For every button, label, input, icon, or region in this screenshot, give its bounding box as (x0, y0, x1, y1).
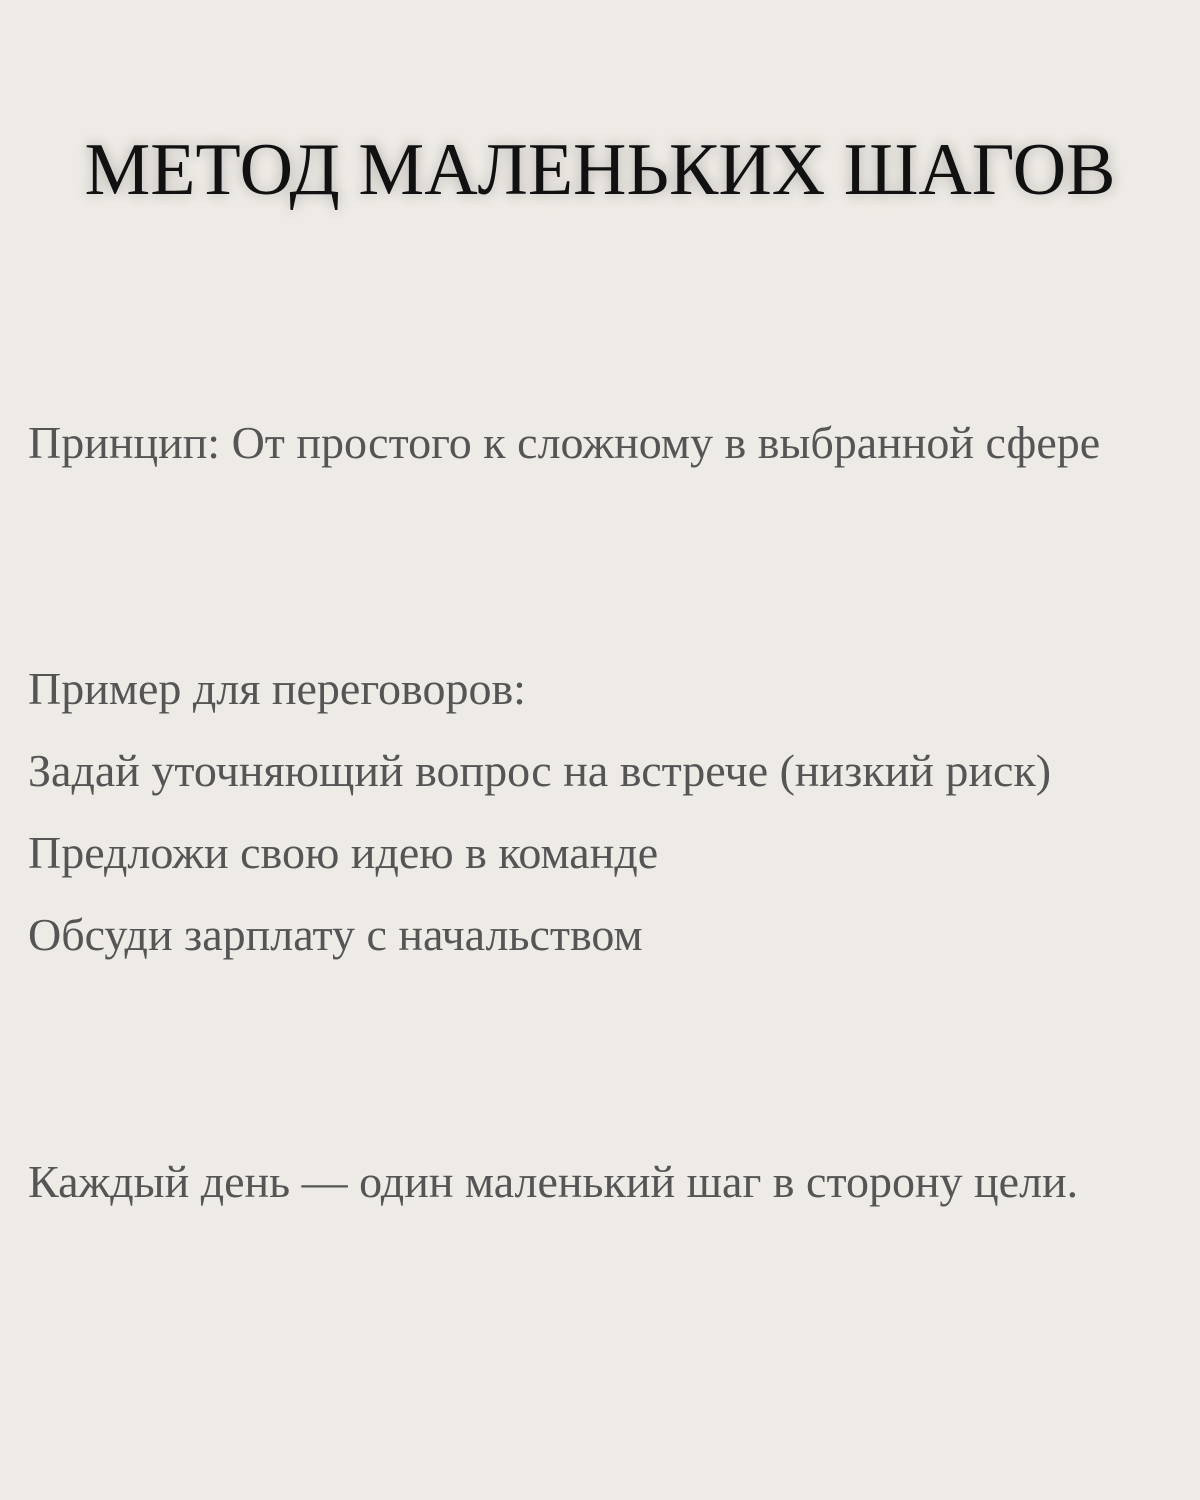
example-step-idea: Предложи свою идею в команде (28, 827, 659, 878)
page-title: МЕТОД МАЛЕНЬКИХ ШАГОВ (84, 129, 1116, 211)
example-block (28, 648, 1172, 976)
closing-paragraph: Каждый день — один маленький шаг в сторону цели. (28, 1156, 1079, 1207)
example-step-salary: Обсуди зарплату с начальством (28, 909, 643, 960)
example-step-question: Задай уточняющий вопрос на встрече (низкий риск) (28, 745, 1052, 796)
principle-paragraph: Принцип: От простого к сложному в выбранной сфере (28, 417, 1101, 468)
example-heading: Пример для переговоров: (28, 663, 526, 714)
